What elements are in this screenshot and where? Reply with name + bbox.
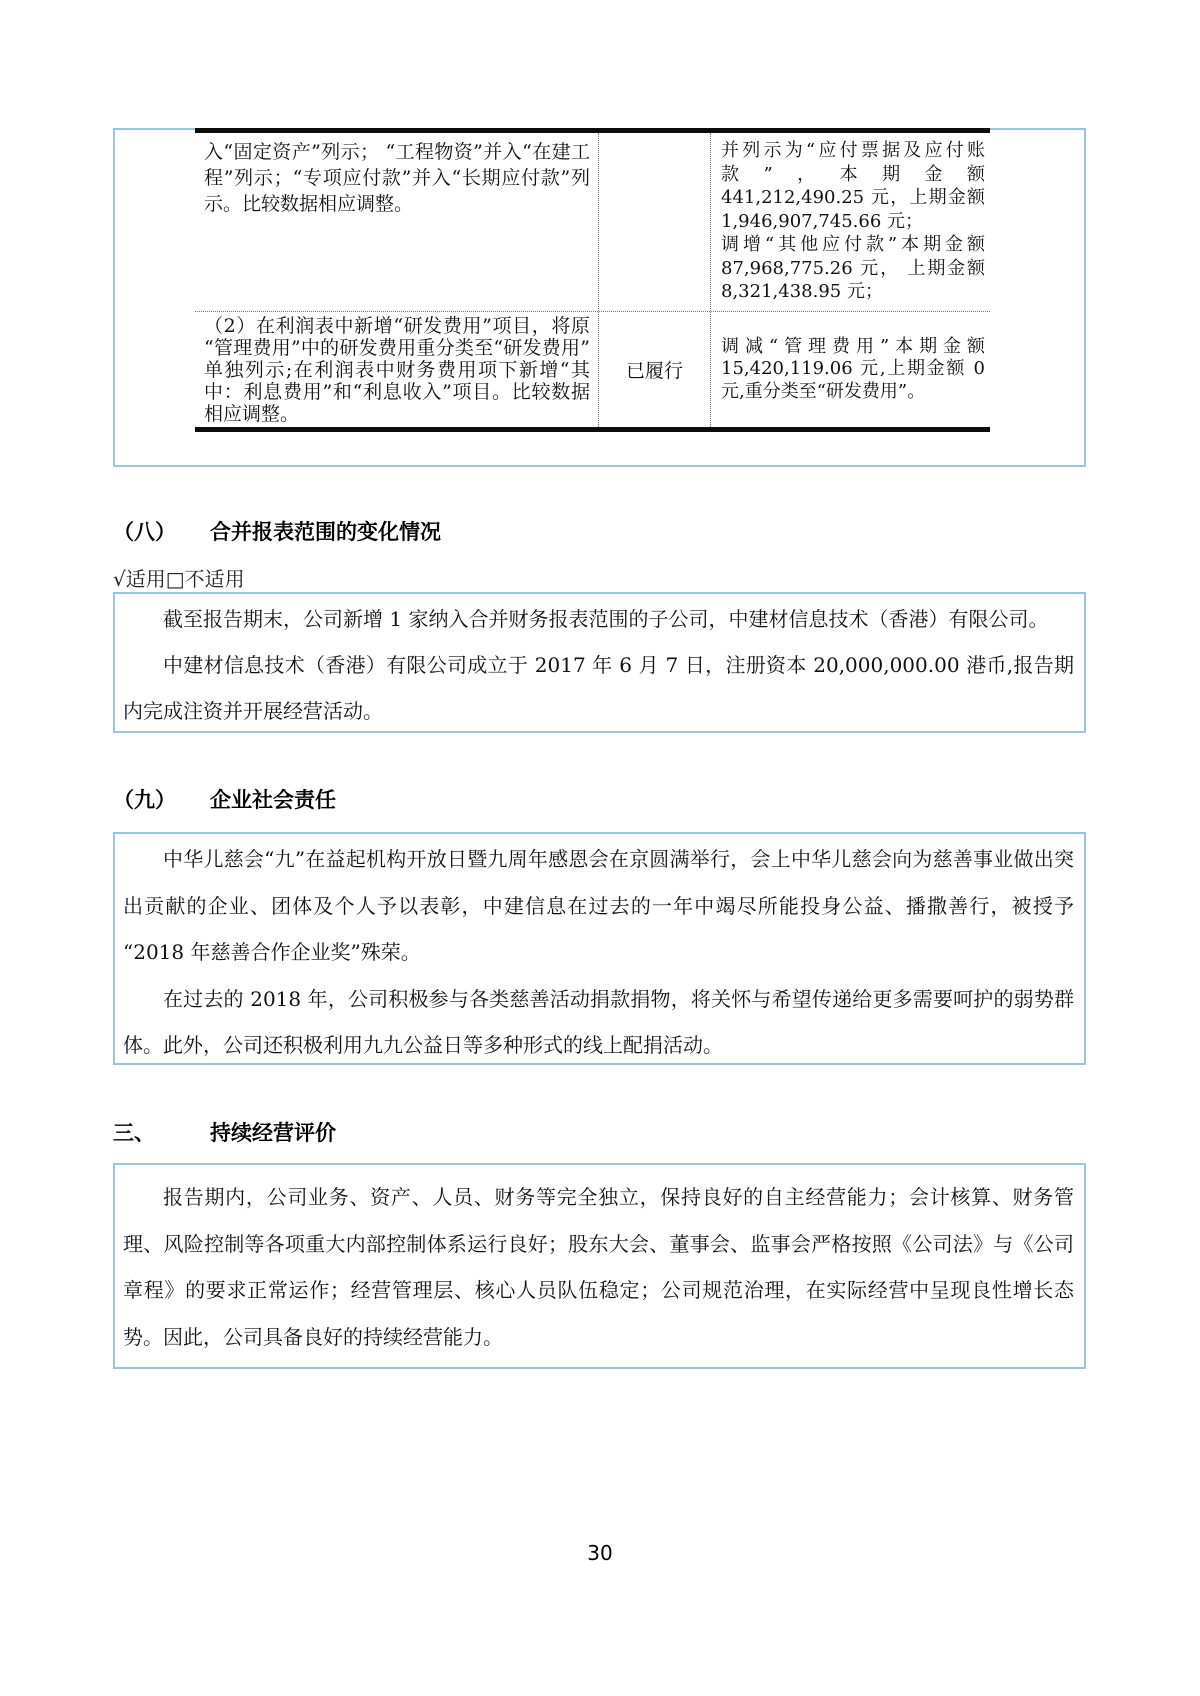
section-heading-8 — [113, 516, 441, 546]
page-number: 30 — [587, 1541, 613, 1565]
cell-text: （2）在利润表中新增“研发费用”项目，将原“管理费用”中的研发费用重分类至“研发费用”单独列示;在利润表中财务费用项下新增“其中：利息费用”和“利息收入”项目。比较数据相应调整。 — [204, 315, 590, 425]
table-row — [195, 312, 990, 427]
cell-status — [598, 133, 710, 311]
paragraph: 在过去的 2018 年，公司积极参与各类慈善活动捐款捐物，将关怀与希望传递给更多需要呵护的弱势群体。此外，公司还积极利用九九公益日等多种形式的线上配捐活动。 — [123, 986, 1074, 1057]
paragraph: 中建材信息技术（香港）有限公司成立于 2017 年 6 月 7 日，注册资本 20,000,000.00 港币,报告期内完成注资并开展经营活动。 — [123, 653, 1074, 723]
effect-paragraph: 调增“其他应付款”本期金额 87,968,775.26 元， 上期金额 8,321,438.95 元； — [721, 234, 985, 302]
cell-text: 入“固定资产”列示； “工程物资”并入“在建工程”列示；“专项应付款”并入“长期应付款”列示。比较数据相应调整。 — [204, 141, 590, 215]
table-container-box — [113, 128, 1086, 467]
accounting-changes-table — [195, 128, 990, 432]
effect-paragraph: 并列示为“应付票据及应付账款”，本期金额 441,212,490.25 元，上期金额 1,946,907,745.66 元； — [721, 140, 985, 232]
status-text: 已履行 — [625, 360, 683, 382]
paragraph: 报告期内，公司业务、资产、人员、财务等完全独立，保持良好的自主经营能力；会计核算、财务管理、风险控制等各项重大内部控制体系运行良好；股东大会、董事会、监事会严格按照《公司法》与《公司章程》的要求正常运作；经营管理层、核心人员队伍稳定；公司规范治理，在实际经营中呈现良性增长态势。因此，公司具备良好的持续经营能力。 — [123, 1185, 1074, 1349]
cell-change-description — [195, 312, 598, 427]
paragraph: 中华儿慈会“九”在益起机构开放日暨九周年感恩会在京圆满举行，会上中华儿慈会向为慈善事业做出突出贡献的企业、团体及个人予以表彰，中建信息在过去的一年中竭尽所能投身公益、播撒善行，被授予“2018 年慈善合作企业奖”殊荣。 — [123, 847, 1074, 964]
effect-paragraph: 调减“管理费用”本期金额 15,420,119.06 元,上期金额 0 元,重分类至“研发费用”。 — [721, 335, 985, 402]
cell-change-description — [195, 133, 598, 311]
section-number: （八） — [113, 520, 176, 544]
section-heading-3 — [113, 1117, 336, 1147]
section-8-text-box — [113, 592, 1086, 733]
cell-status — [598, 312, 710, 427]
applicability-line: √适用□不适用 — [113, 567, 245, 591]
section-9-text-box — [113, 832, 1086, 1065]
section-title: 持续经营评价 — [210, 1121, 336, 1145]
paragraph: 截至报告期末，公司新增 1 家纳入合并财务报表范围的子公司，中建材信息技术（香港）有限公司。 — [163, 607, 1049, 631]
section-number: 三、 — [113, 1121, 155, 1145]
section-number: （九） — [113, 788, 176, 812]
section-heading-9 — [113, 784, 336, 814]
cell-effect — [710, 133, 988, 311]
section-title: 合并报表范围的变化情况 — [210, 520, 441, 544]
section-title: 企业社会责任 — [210, 788, 336, 812]
table-row — [195, 133, 990, 312]
cell-effect — [710, 312, 988, 427]
section-3-text-box — [113, 1163, 1086, 1369]
